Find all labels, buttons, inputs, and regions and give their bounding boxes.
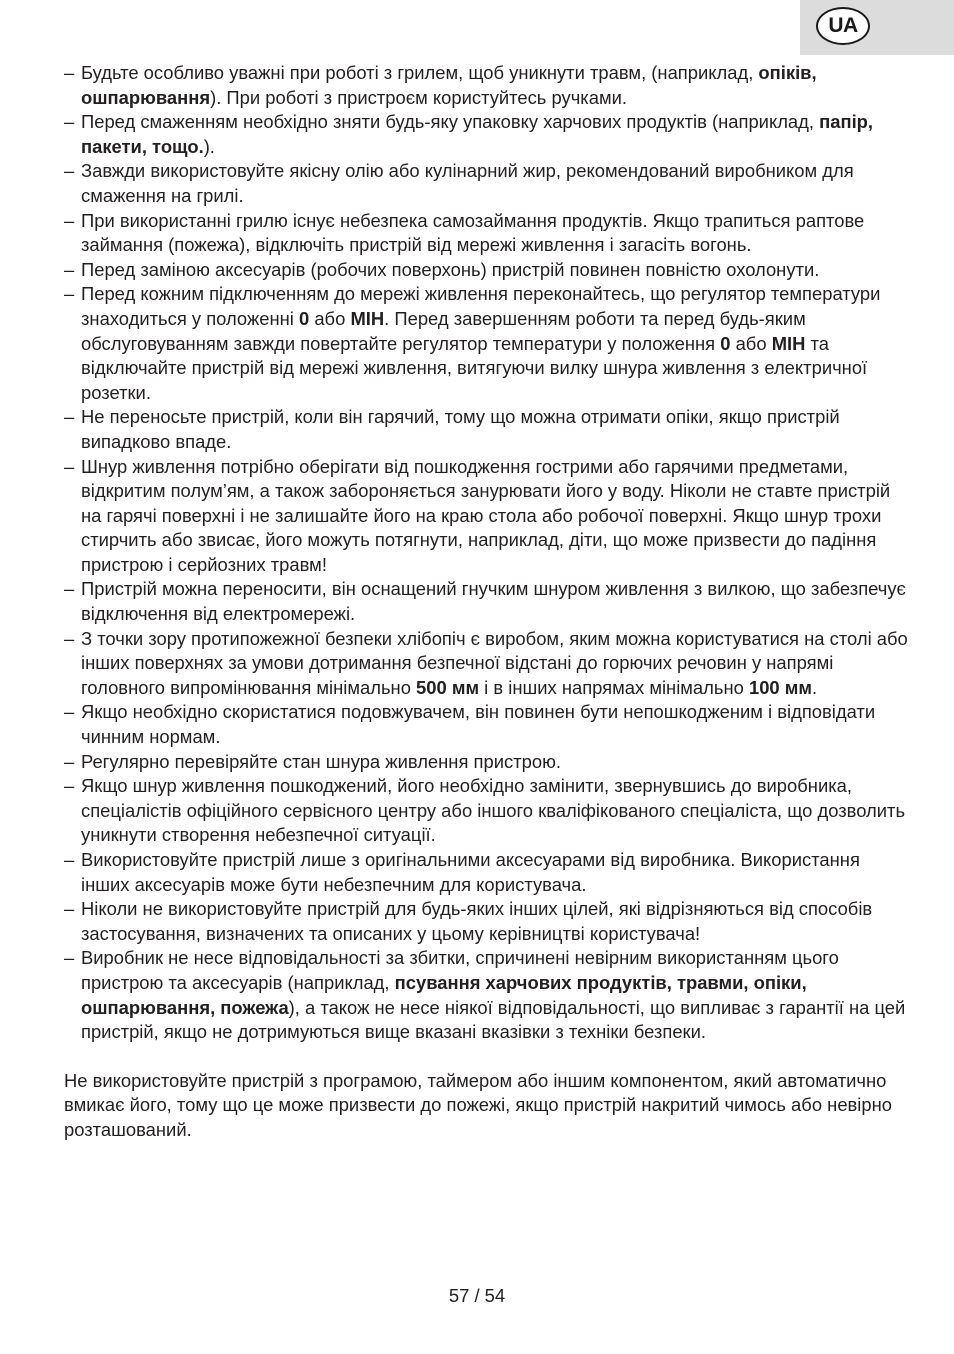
language-tab — [800, 0, 954, 55]
list-dash: – — [64, 701, 75, 723]
item-text: Шнур живлення потрібно оберігати від пошкодження гострими або гарячими предметами, відкритим полум’ям, а також забороняється занурювати його у воду. Ніколи не ставте пристрій на гарячі поверхні і не залишайте його на краю стола або робочої поверхні. Якщо шнур трохи стирчить або звисає, його можуть потягнути, наприклад, діти, що може призвести до падіння пристрою і серйозних травм! — [81, 455, 891, 575]
emphasis-text: МІН — [350, 307, 385, 329]
safety-instructions-list — [64, 61, 909, 1045]
item-text: Перед заміною аксесуарів (робочих поверхонь) пристрій повинен повністю охолонути. — [81, 258, 820, 280]
list-dash: – — [64, 898, 75, 920]
item-text: Використовуйте пристрій лише з оригінальними аксесуарами від виробника. Використання інших аксесуарів може бути небезпечним для користувача. — [81, 849, 860, 895]
emphasis-text: опіків, ошпарювання — [81, 62, 817, 108]
item-text: Перед смаженням необхідно зняти будь-яку упаковку харчових продуктів (наприклад, — [81, 111, 820, 133]
list-item — [64, 700, 909, 749]
item-text: та відключайте пристрій від мережі живлення, витягуючи вилку шнура живлення з електричної розетки. — [81, 332, 868, 403]
list-item — [64, 159, 909, 208]
emphasis-text: папір, пакети, тощо. — [81, 111, 874, 157]
list-dash: – — [64, 627, 75, 649]
item-text: Якщо необхідно скористатися подовжувачем, він повинен бути непошкодженим і відповідати чинним нормам. — [81, 701, 876, 748]
list-item — [64, 848, 909, 897]
emphasis-text: 500 мм — [416, 676, 480, 698]
list-dash: – — [64, 160, 75, 182]
item-text: ). — [203, 135, 215, 157]
item-text: При використанні грилю існує небезпека самозаймання продуктів. Якщо трапиться раптове займання (пожежа), відключіть пристрій від мережі живлення і загасіть вогонь. — [81, 209, 865, 256]
emphasis-text: псування харчових продуктів, травми, опіки, ошпарювання, пожежа — [81, 971, 807, 1018]
list-item — [64, 282, 909, 405]
item-text: і в інших напрямах мінімально — [479, 676, 749, 698]
item-text: Завжди використовуйте якісну олію або кулінарний жир, рекомендований виробником для смаження на грилі. — [81, 160, 854, 206]
list-item — [64, 405, 909, 454]
list-item — [64, 946, 909, 1044]
item-text: або — [730, 332, 772, 354]
list-dash: – — [64, 209, 75, 231]
item-text: Регулярно перевіряйте стан шнура живлення пристрою. — [81, 750, 561, 772]
item-text: З точки зору протипожежної безпеки хлібопіч є виробом, яким можна користуватися на столі або інших поверхнях за умови дотримання безпечної відстані до горючих речовин у напрямі головного випромінювання мінімально — [81, 627, 908, 698]
list-dash: – — [64, 283, 75, 305]
list-item — [64, 61, 909, 110]
closing-paragraph: Не використовуйте пристрій з програмою, таймером або іншим компонентом, який автоматично вмикає його, тому що це може призвести до пожежі, якщо пристрій накритий чимось або невірно розташований. — [64, 1069, 893, 1140]
item-text: Пристрій можна переносити, він оснащений гнучким шнуром живлення з вилкою, що забезпечує відключення від електромережі. — [81, 578, 906, 625]
list-item — [64, 110, 909, 159]
item-text: Будьте особливо уважні при роботі з грилем, щоб уникнути травм, (наприклад, — [81, 62, 759, 83]
emphasis-text: 0 — [298, 307, 310, 329]
list-item — [64, 750, 909, 775]
list-item — [64, 455, 909, 578]
list-dash: – — [64, 62, 75, 83]
page-number: 57 / 54 — [448, 1285, 506, 1306]
item-text: . Перед завершенням роботи та перед будь-яким обслуговуванням завжди повертайте регулятор температури у положення — [81, 307, 806, 354]
item-text: ). При роботі з пристроєм користуйтесь ручками. — [210, 86, 628, 108]
list-item — [64, 258, 909, 283]
list-dash: – — [64, 111, 75, 133]
list-dash: – — [64, 775, 75, 797]
list-item — [64, 209, 909, 258]
list-dash: – — [64, 947, 75, 969]
list-dash: – — [64, 455, 75, 477]
emphasis-text: 0 — [720, 332, 731, 354]
item-text: Якщо шнур живлення пошкоджений, його необхідно замінити, звернувшись до виробника, спеціалістів офіційного сервісного центру або іншого кваліфікованого спеціаліста, що дозволить уникнути створення небезпечної ситуації. — [81, 775, 906, 846]
language-badge: UA — [816, 7, 870, 45]
list-dash: – — [64, 258, 75, 280]
list-item — [64, 774, 909, 848]
item-text: Виробник не несе відповідальності за збитки, спричинені невірним використанням цього пристрою та аксесуарів (наприклад, — [81, 947, 839, 993]
document-body — [64, 61, 909, 1143]
item-text: Не переносьте пристрій, коли він гарячий, тому що можна отримати опіки, якщо пристрій випадково впаде. — [81, 406, 840, 452]
list-dash: – — [64, 406, 75, 428]
item-text: Перед кожним підключенням до мережі живлення переконайтесь, що регулятор температури знаходиться у положенні — [81, 283, 881, 329]
emphasis-text: МІН — [771, 332, 806, 354]
item-text: або — [309, 307, 351, 329]
list-dash: – — [64, 849, 75, 870]
list-item — [64, 627, 909, 701]
item-text: . — [811, 676, 818, 698]
list-dash: – — [64, 578, 75, 600]
list-item — [64, 897, 909, 946]
list-dash: – — [64, 750, 75, 772]
emphasis-text: 100 мм — [748, 676, 812, 698]
list-item — [64, 577, 909, 626]
item-text: ), а також не несе ніякої відповідальності, що випливає з гарантії на цей пристрій, якщо не дотримуються вище вказані вказівки з техніки безпеки. — [81, 996, 906, 1043]
item-text: Ніколи не використовуйте пристрій для будь-яких інших цілей, які відрізняються від способів застосування, визначених та описаних у цьому керівництві користувача! — [81, 898, 873, 944]
